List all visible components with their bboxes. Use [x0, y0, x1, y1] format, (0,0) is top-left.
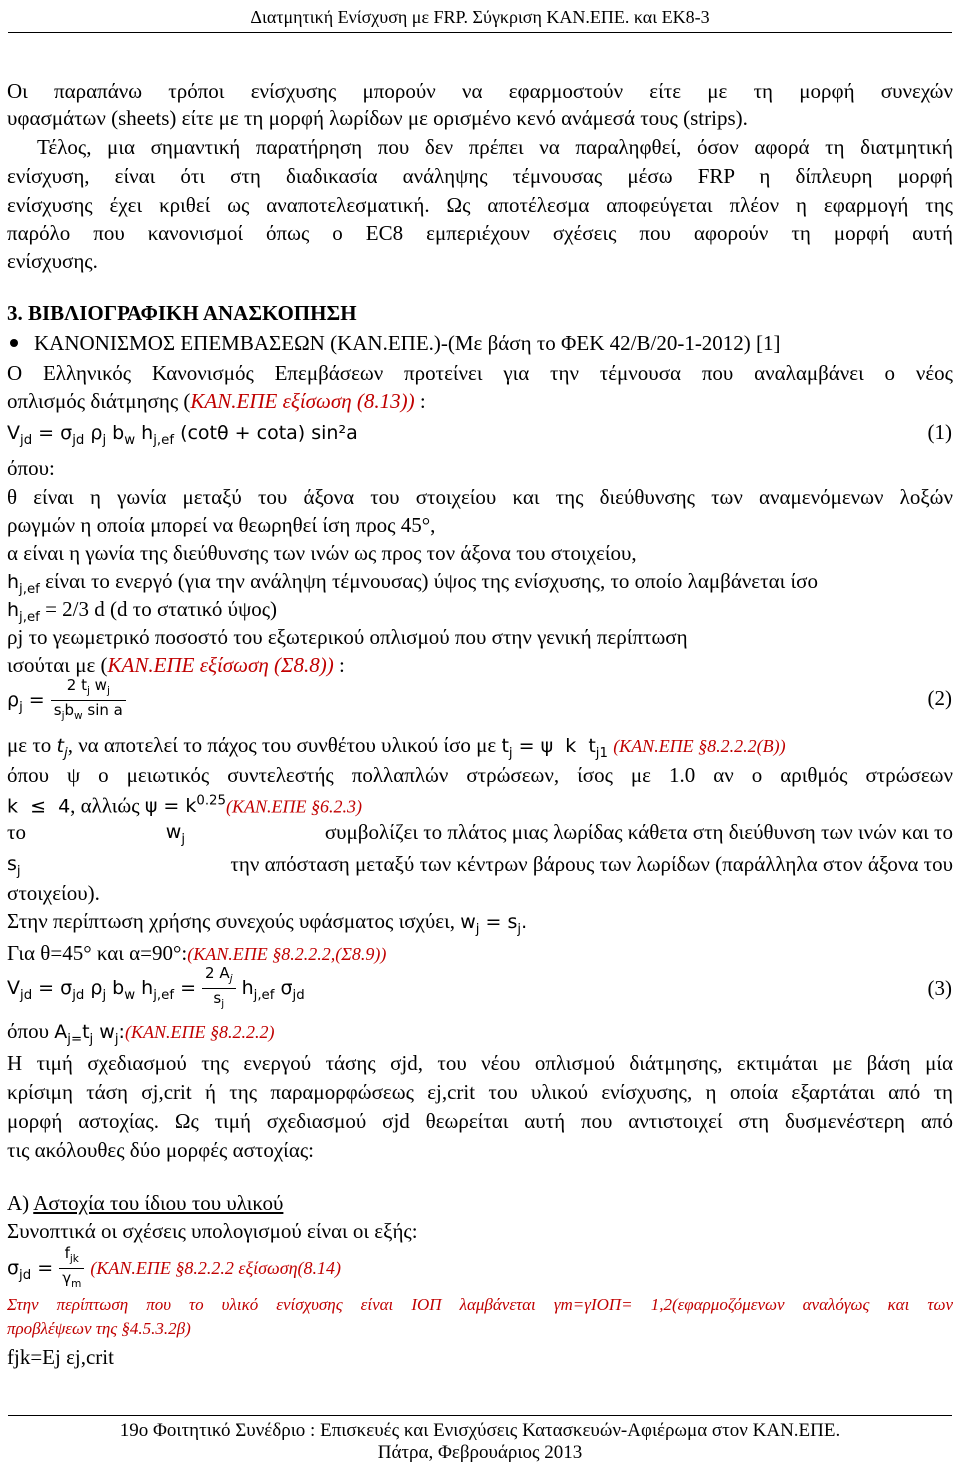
text-line: ενίσχυσης έχει κριθεί ως αναποτελεσματική. Ως αποτέλεσμα αποφεύγεται πλέον η εφαρμογή της: [7, 193, 953, 217]
ref-link: (ΚΑΝ.ΕΠΕ §6.2.3): [225, 796, 362, 817]
ref-link: ΚΑΝ.ΕΠΕ εξίσωση (Σ8.8)): [107, 653, 334, 677]
header-rule: [8, 32, 952, 33]
text-line: τις ακόλουθες δύο μορφές αστοχίας:: [7, 1138, 314, 1162]
text-line: όπου:: [7, 456, 55, 480]
text-line: $h_{j,ef} = 2/3$ d (d το στατικό ύψος): [7, 597, 278, 625]
text-line: με το $t_j$, να αποτελεί το πάχος του συνθέτου υλικού ίσο με $t_j = \psi$ k $t_{j1}$ (ΚΑΝ.ΕΠΕ §8.2.2.2(Β)): [7, 733, 786, 761]
equation-sjd: $\sigma_{jd}$ = $\frac{f_{jk}}{\gamma_m}$ (ΚΑΝ.ΕΠΕ §8.2.2.2 εξίσωση(8.14): [7, 1244, 342, 1290]
equation-1: $V_{jd} = \sigma_{jd}$ $\rho_j$ $b_w$ $h_{j,ef}$ (cotθ + cota) sin²a: [7, 422, 358, 448]
text-line: όπου ψ ο μειωτικός συντελεστής πολλαπλών στρώσεων, ίσος με 1.0 αν ο αριθμός στρώσεων: [7, 763, 953, 787]
text-line: $s_j$ την απόσταση μεταξύ των κέντρων βάρους των λωρίδων (παράλληλα στον άξονα του: [7, 852, 953, 879]
ref-link: (ΚΑΝ.ΕΠΕ §8.2.2.2(Β)): [613, 736, 786, 756]
text-line: $h_{j,ef}$ είναι το ενεργό (για την ανάληψη τέμνουσας) ύψος της ενίσχυσης, το οποίο λαμβάνεται ίσο: [7, 569, 818, 597]
footer-rule: [8, 1415, 952, 1416]
text-line: το $w_j$ συμβολίζει το πλάτος μιας λωρίδας κάθετα στη διεύθυνση των ινών και το: [7, 820, 953, 847]
text-line: ρj το γεωμετρικό ποσοστό του εξωτερικού οπλισμού που στην γενική περίπτωση: [7, 625, 688, 649]
text-line: ενίσχυσης.: [7, 249, 98, 273]
text-line: παρόλο που κανονισμοί όπως ο EC8 εμπεριέχουν σχέσεις που αφορούν τη μορφή αυτή: [7, 221, 953, 245]
equation-number: (1): [927, 420, 952, 444]
footer-line: 19ο Φοιτητικό Συνέδριο : Επισκευές και Ενισχύσεις Κατασκευών-Αφιέρωμα στον ΚΑΝ.ΕΠΕ.: [119, 1420, 841, 1441]
equation-3: $V_{jd} = \sigma_{jd}$ $\rho_j$ $b_w$ $h_{j,ef}$ = $\frac{2 A_j}{s_j}$ $h_{j,ef}$ $\sigma_{jd}$: [7, 964, 305, 1010]
text-line: θ είναι η γωνία μεταξύ του άξονα του στοιχείου και της διεύθυνσης των αναμενόμενων λοξών: [7, 485, 953, 509]
text-line: Η τιμή σχεδιασμού της ενεργού τάσης σjd, του νέου οπλισμού διάτμησης, εκτιμάται με βάση μία: [7, 1051, 953, 1075]
equation-number: (2): [927, 686, 952, 710]
page-header: Διατμητική Ενίσχυση με FRP. Σύγκριση ΚΑΝ.ΕΠΕ. και ΕΚ8-3: [250, 7, 710, 27]
text-line: Συνοπτικά οι σχέσεις υπολογισμού είναι οι εξής:: [7, 1219, 418, 1243]
text-line: α είναι η γωνία της διεύθυνσης των ινών ως προς τον άξονα του στοιχείου,: [7, 541, 637, 565]
footer-line: Πάτρα, Φεβρουάριος 2013: [377, 1442, 583, 1463]
section-title: 3. ΒΙΒΛΙΟΓΡΑΦΙΚΗ ΑΝΑΣΚΟΠΗΣΗ: [7, 301, 357, 325]
text-line: μορφή αστοχίας. Ως τιμή σχεδιασμού σjd θεωρείται αυτή που αντιστοιχεί στη δυσμενέστερη από: [7, 1109, 953, 1133]
ref-link: (ΚΑΝ.ΕΠΕ §8.2.2.2): [124, 1022, 275, 1042]
text-line: ρωγμών η οποία μπορεί να θεωρηθεί ίση προς 45°,: [7, 513, 436, 537]
note-line: Στην περίπτωση που το υλικό ενίσχυσης είναι ΙΟΠ λαμβάνεται γm=γΙΟΠ= 1,2(εφαρμοζόμενων αναλόγως και των: [7, 1295, 953, 1314]
text-line: ισούται με (ΚΑΝ.ΕΠΕ εξίσωση (Σ8.8)) :: [7, 653, 345, 677]
ref-link: ΚΑΝ.ΕΠΕ εξίσωση (8.13)): [190, 389, 415, 413]
bullet-text: ΚΑΝΟΝΙΣΜΟΣ ΕΠΕΜΒΑΣΕΩΝ (ΚΑΝ.ΕΠΕ.)-(Με βάση το ΦΕΚ 42/Β/20-1-2012) [1]: [34, 331, 781, 355]
case-heading: Α) Αστοχία του ίδιου του υλικού: [7, 1191, 284, 1215]
text-line: όπου $A_{j=}t_j$ $w_j:(KAN.E\Pi E$ §8.2.2.2): [7, 1019, 275, 1047]
text-line: κρίσιμη τάση σj,crit ή της παραμορφώσεως εj,crit του υλικού ενίσχυσης, η οποία εξαρτάται από τη: [7, 1080, 953, 1104]
equation-2: $\rho_j$ = $\frac{2 t_j w_j}{s_jb_w \sin a}$: [7, 676, 126, 728]
text-line: Για θ=45° και α=90°:(ΚΑΝ.ΕΠΕ §8.2.2.2,(Σ8.9)): [7, 941, 387, 965]
bullet-dot: [10, 339, 18, 347]
text-line: ενίσχυση, είναι ότι στη διαδικασία ανάληψης τέμνουσας μέσω FRP η δίπλευρη μορφή: [7, 164, 953, 188]
note-line: προβλέψεων της §4.5.3.2β): [7, 1319, 191, 1338]
ref-link: (ΚΑΝ.ΕΠΕ §8.2.2.2,(Σ8.9)): [187, 944, 387, 964]
text-line: fjk=Ej εj,crit: [7, 1345, 114, 1369]
text-line: Οι παραπάνω τρόποι ενίσχυσης μπορούν να εφαρμοστούν είτε με τη μορφή συνεχών: [7, 79, 953, 103]
text-line: Ο Ελληνικός Κανονισμός Επεμβάσεων προτείνει για την τέμνουσα που αναλαμβάνει ο νέος: [7, 361, 953, 385]
text-line: Στην περίπτωση χρήσης συνεχούς υφάσματος ισχύει, $w_j = s_j$.: [7, 909, 528, 937]
equation-number: (3): [927, 976, 952, 1000]
text-line: υφασμάτων (sheets) είτε με τη μορφή λωρίδων με ορισμένο κενό ανάμεσά τους (strips).: [7, 106, 748, 130]
text-line: στοιχείου).: [7, 881, 100, 905]
text-line: Τέλος, μια σημαντική παρατήρηση που δεν πρέπει να παραληφθεί, όσον αφορά τη διατμητική: [37, 135, 953, 159]
text-line: οπλισμός διάτμησης (ΚΑΝ.ΕΠΕ εξίσωση (8.13)) :: [7, 389, 426, 413]
text-line: k ≤ 4, αλλιώς $\psi = k^{0.25}(KAN.E\Pi E$ §6.2.3): [7, 793, 362, 818]
